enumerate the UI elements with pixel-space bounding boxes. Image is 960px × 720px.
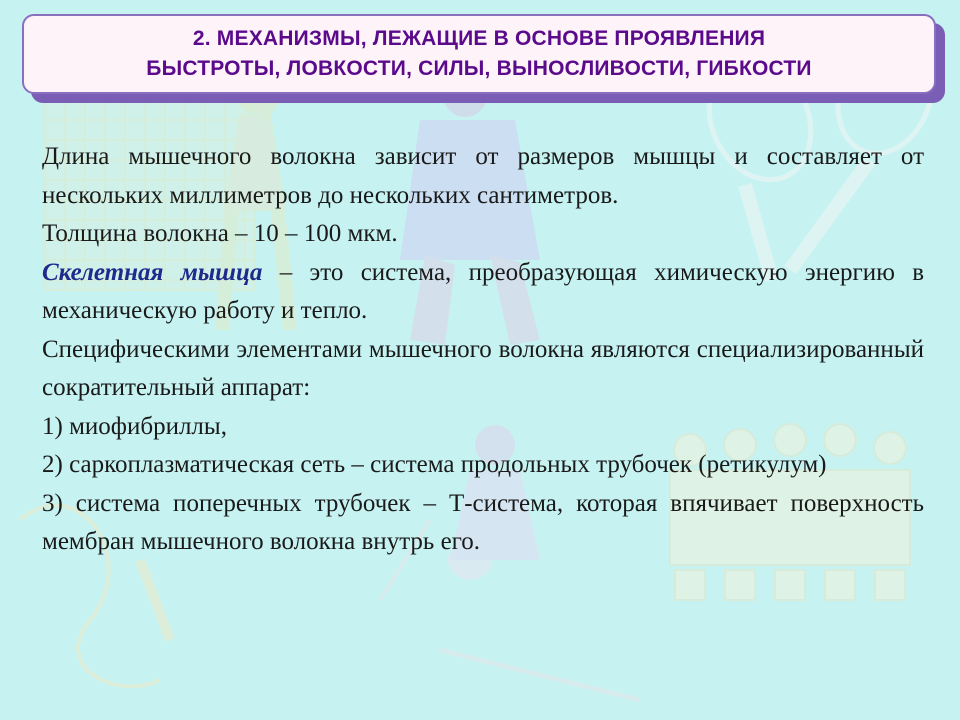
slide-title (146, 24, 811, 84)
paragraph-specific-elements: Специфическими элементами мышечного волокна являются специализированный сократительный аппарат: (42, 335, 924, 401)
list-item-myofibrils: 1) миофибриллы, (42, 412, 227, 440)
paragraph-fiber-length: Длина мышечного волокна зависит от размеров мышцы и составляет от нескольких миллиметров до нескольких сантиметров. (42, 143, 924, 209)
list-item-t-system: 3) система поперечных трубочек – Т-система, которая впячивает поверхность мембран мышечного волокна внутрь его. (42, 489, 924, 555)
slide-title-line-1: 2. МЕХАНИЗМЫ, ЛЕЖАЩИЕ В ОСНОВЕ ПРОЯВЛЕНИЯ (192, 27, 766, 50)
paragraph-fiber-thickness: Толщина волокна – 10 – 100 мкм. (42, 220, 398, 247)
list-item-sarcoplasmic-reticulum: 2) саркоплазматическая сеть – система продольных трубочек (ретикулум) (42, 451, 827, 478)
paragraph-skeletal-muscle (42, 254, 924, 331)
slide-title-line-2: БЫСТРОТЫ, ЛОВКОСТИ, СИЛЫ, ВЫНОСЛИВОСТИ, ГИБКОСТИ (146, 57, 812, 80)
skeletal-muscle-definition: – это система, преобразующая химическую энергию в механическую работу и тепло. (42, 258, 924, 324)
slide-body (42, 138, 924, 562)
term-skeletal-muscle: Скелетная мышца (42, 258, 263, 286)
slide-title-box (22, 14, 936, 94)
